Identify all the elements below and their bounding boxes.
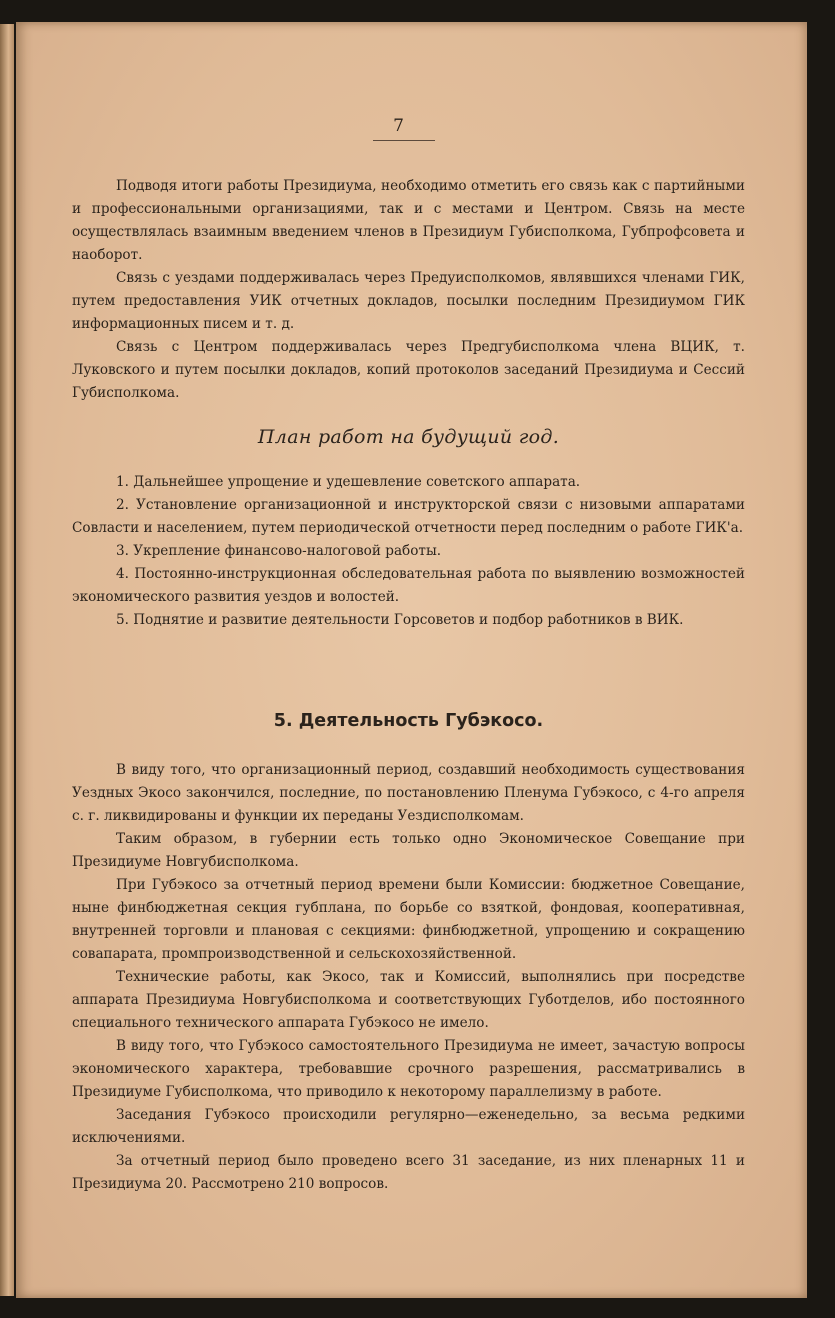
plan-list xyxy=(72,471,745,632)
document-page xyxy=(16,22,807,1298)
section-heading: 5. Деятельность Губэкосо. xyxy=(273,711,544,731)
section-gubekoso xyxy=(72,759,745,1196)
plan-item: 3. Укрепление финансово-налоговой работы. xyxy=(116,543,442,559)
paragraph: При Губэкосо за отчетный период времени были Комиссии: бюджетное Совещание, ныне финбюджетная секция губплана, по борьбе со взяткой, фондовая, кооперативная, внутренней торговли и плановая с секциями: финбюджетной, упрощению и сокращению совапарата, промпроизводственной и сельскохозяйственной. xyxy=(72,877,745,962)
page-number: 7 xyxy=(393,116,405,136)
paragraph: Таким образом, в губернии есть только одно Экономическое Совещание при Президиуме Новгубисполкома. xyxy=(72,831,745,870)
plan-heading: План работ на будущий год. xyxy=(257,426,560,448)
paragraph: Подводя итоги работы Президиума, необходимо отметить его связь как с партийными и профессиональными организациями, так и с местами и Центром. Связь на месте осуществлялась взаимным введением членов в Президиум Губисполкома, Губпрофсовета и наоборот. xyxy=(72,178,745,263)
plan-item: 4. Постоянно-инструкционная обследовательная работа по выявлению возможностей экономического развития уездов и волостей. xyxy=(72,566,745,605)
plan-item: 2. Установление организационной и инструкторской связи с низовыми аппаратами Совласти и населением, путем периодической отчетности перед последним о работе ГИК'а. xyxy=(72,497,745,536)
paragraph: В виду того, что организационный период, создавший необходимость существования Уездных Экосо закончился, последние, по постановлению Пленума Губэкосо, с 4-го апреля с. г. ликвидированы и функции их переданы Уездисполкомам. xyxy=(72,762,745,824)
paragraph: Связь с уездами поддерживалась через Предуисполкомов, являвшихся членами ГИК, путем предоставления УИК отчетных докладов, посылки последним Президиумом ГИК информационных писем и т. д. xyxy=(72,270,745,332)
plan-item: 1. Дальнейшее упрощение и удешевление советского аппарата. xyxy=(116,474,581,490)
book-spine-edge xyxy=(0,24,14,1296)
paragraph: Связь с Центром поддерживалась через Предгубисполкома члена ВЦИК, т. Луковского и путем посылки докладов, копий протоколов заседаний Президиума и Сессий Губисполкома. xyxy=(72,339,745,401)
paragraph: За отчетный период было проведено всего 31 заседание, из них пленарных 11 и Президиума 20. Рассмотрено 210 вопросов. xyxy=(72,1153,745,1192)
plan-item: 5. Поднятие и развитие деятельности Горсоветов и подбор работников в ВИК. xyxy=(116,612,684,628)
paragraph: Заседания Губэкосо происходили регулярно—еженедельно, за весьма редкими исключениями. xyxy=(72,1107,745,1146)
paragraph: Технические работы, как Экосо, так и Комиссий, выполнялись при посредстве аппарата Президиума Новгубисполкома и соответствующих Губотделов, ибо постоянного специального технического аппарата Губэкосо не имело. xyxy=(72,969,745,1031)
section-presidium-summary xyxy=(72,175,745,405)
paragraph: В виду того, что Губэкосо самостоятельного Президиума не имеет, зачастую вопросы экономического характера, требовавшие срочного разрешения, рассматривались в Президиуме Губисполкома, что приводило к некоторому параллелизму в работе. xyxy=(72,1038,745,1100)
page-number-underline xyxy=(373,140,435,141)
